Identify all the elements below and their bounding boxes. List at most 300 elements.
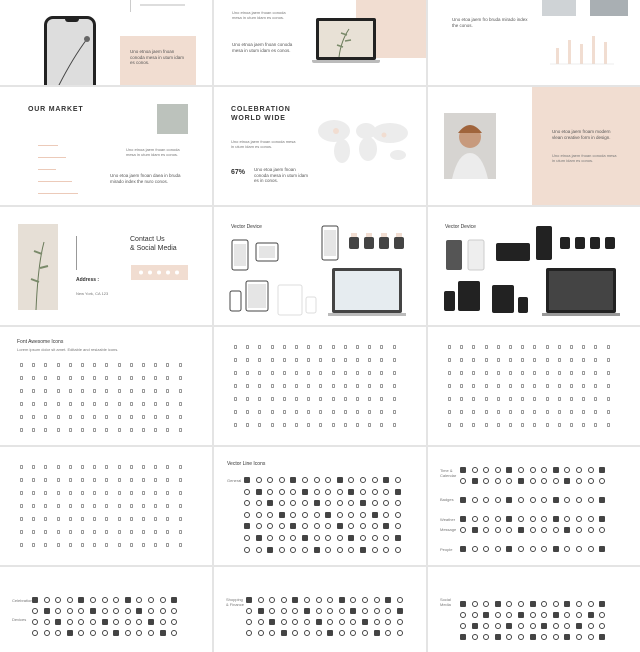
icon: [448, 371, 451, 375]
icon: [553, 497, 559, 503]
icon: [57, 517, 60, 521]
icon: [360, 500, 366, 506]
icon: [383, 500, 389, 506]
icon: [344, 345, 347, 349]
icon: [339, 597, 345, 603]
icon: [380, 423, 383, 427]
icon: [541, 623, 547, 629]
icon: [307, 384, 310, 388]
icon: [292, 597, 298, 603]
icon: [142, 491, 145, 495]
icon: [325, 535, 331, 541]
slide-vector-device-dark[interactable]: [428, 207, 640, 325]
icon: [368, 423, 371, 427]
icon: [125, 608, 131, 614]
icon: [448, 423, 451, 427]
icon: [118, 478, 121, 482]
slide-contact[interactable]: [0, 207, 212, 325]
icon: [356, 384, 359, 388]
icon: [472, 358, 475, 362]
icon: [472, 384, 475, 388]
icon: [32, 428, 35, 432]
icon: [148, 619, 154, 625]
icon: [393, 384, 396, 388]
icon: [460, 358, 463, 362]
icon: [93, 491, 96, 495]
icon: [57, 415, 60, 419]
icon: [44, 491, 47, 495]
icon: [256, 523, 262, 529]
icon: [267, 512, 273, 518]
icon: [130, 478, 133, 482]
icon: [93, 504, 96, 508]
icon: [179, 504, 182, 508]
icon: [509, 423, 512, 427]
icon: [541, 497, 547, 503]
icon: [93, 376, 96, 380]
slide-vector-line-icons[interactable]: [214, 447, 426, 565]
icon: [118, 543, 121, 547]
icon: [319, 345, 322, 349]
icon: [460, 527, 466, 533]
icon: [302, 500, 308, 506]
icon: [541, 546, 547, 552]
icon: [599, 546, 605, 552]
icon: [332, 397, 335, 401]
icon: [93, 465, 96, 469]
icon: [304, 619, 310, 625]
icon: [154, 491, 157, 495]
icon: [576, 634, 582, 640]
icon: [564, 478, 570, 484]
icon: [93, 428, 96, 432]
icon: [44, 530, 47, 534]
icon: [314, 512, 320, 518]
icon: [362, 597, 368, 603]
icon: [166, 504, 169, 508]
icon: [518, 634, 524, 640]
icon: [44, 389, 47, 393]
icon: [154, 504, 157, 508]
icon: [448, 358, 451, 362]
slide-shopping-icons[interactable]: [214, 567, 426, 652]
icon: [460, 634, 466, 640]
icon: [148, 597, 154, 603]
icon: [283, 423, 286, 427]
icon: [171, 630, 177, 636]
icon: [485, 358, 488, 362]
icon: [160, 597, 166, 603]
icon: [344, 397, 347, 401]
icon: [319, 358, 322, 362]
icon: [130, 402, 133, 406]
icon: [142, 465, 145, 469]
icon: [337, 477, 343, 483]
icon: [325, 547, 331, 553]
icon: [337, 500, 343, 506]
icon: [497, 358, 500, 362]
icon: [368, 384, 371, 388]
icon: [360, 547, 366, 553]
icon: [32, 478, 35, 482]
icon: [594, 410, 597, 414]
icon: [395, 512, 401, 518]
slide-bars[interactable]: [428, 0, 640, 85]
slide-social-icons[interactable]: [428, 567, 640, 652]
icon: [356, 358, 359, 362]
icon: [350, 597, 356, 603]
icon: [166, 389, 169, 393]
vector-device-title-2: Vector Device: [445, 224, 476, 230]
category-general: General: [227, 478, 242, 483]
icon: [372, 489, 378, 495]
icon: [179, 517, 182, 521]
icon: [44, 543, 47, 547]
market-image: [157, 104, 188, 134]
icon: [397, 597, 403, 603]
icon: [485, 397, 488, 401]
slide-icon-grid-3[interactable]: [428, 327, 640, 445]
icon: [356, 410, 359, 414]
icon: [546, 371, 549, 375]
icon: [258, 358, 261, 362]
icon: [32, 517, 35, 521]
icon: [599, 634, 605, 640]
icon: [518, 478, 524, 484]
icon: [472, 546, 478, 552]
icon: [372, 512, 378, 518]
icon: [518, 516, 524, 522]
icon: [360, 489, 366, 495]
icon: [594, 345, 597, 349]
icon: [142, 428, 145, 432]
icon: [307, 358, 310, 362]
icon: [32, 619, 38, 625]
icon: [283, 358, 286, 362]
icon: [258, 410, 261, 414]
icon: [483, 634, 489, 640]
icon: [283, 384, 286, 388]
icon: [154, 465, 157, 469]
slide-market[interactable]: [0, 87, 212, 205]
icon: [582, 345, 585, 349]
icon: [546, 358, 549, 362]
icon: [267, 477, 273, 483]
icon: [234, 397, 237, 401]
icon: [118, 530, 121, 534]
icon: [69, 517, 72, 521]
icon: [485, 345, 488, 349]
icon: [472, 497, 478, 503]
icon: [44, 504, 47, 508]
icon: [130, 504, 133, 508]
icon: [599, 497, 605, 503]
icon: [32, 597, 38, 603]
icon: [81, 530, 84, 534]
icon: [130, 517, 133, 521]
icon: [506, 623, 512, 629]
icon: [607, 384, 610, 388]
icon: [497, 397, 500, 401]
icon: [234, 384, 237, 388]
icon: [32, 630, 38, 636]
icon: [160, 608, 166, 614]
icon: [588, 478, 594, 484]
icon: [44, 465, 47, 469]
icon: [102, 608, 108, 614]
icon: [57, 478, 60, 482]
icon: [105, 504, 108, 508]
icon: [472, 601, 478, 607]
icon: [564, 467, 570, 473]
icon: [20, 543, 23, 547]
icon: [362, 630, 368, 636]
icon: [325, 523, 331, 529]
icon: [495, 546, 501, 552]
icon: [582, 423, 585, 427]
icon: [166, 517, 169, 521]
icon: [497, 410, 500, 414]
icon: [588, 634, 594, 640]
icon: [32, 530, 35, 534]
social-bar[interactable]: [131, 265, 188, 280]
icon: [460, 384, 463, 388]
world-map: [314, 117, 414, 167]
slide-portrait[interactable]: [428, 87, 640, 205]
icon: [541, 527, 547, 533]
icon: [295, 410, 298, 414]
icon: [509, 384, 512, 388]
icon: [256, 477, 262, 483]
icon: [460, 601, 466, 607]
icon: [81, 465, 84, 469]
icon: [483, 546, 489, 552]
icon: [395, 489, 401, 495]
icon: [69, 530, 72, 534]
laptop-sub: Uno etnoa jaem fnoan conoda mesa in utum idam es conos.: [232, 10, 286, 20]
icon: [518, 601, 524, 607]
icon: [368, 371, 371, 375]
icon: [69, 402, 72, 406]
icon: [356, 397, 359, 401]
icon: [246, 371, 249, 375]
portrait-image: [444, 113, 496, 179]
icon: [154, 415, 157, 419]
icon: [136, 619, 142, 625]
icon: [314, 489, 320, 495]
icon: [269, 630, 275, 636]
world-body: Uno etnoa jaem fnoan conoda mesa in utum idam es conos.: [231, 139, 296, 149]
icon: [57, 530, 60, 534]
icon: [558, 384, 561, 388]
icon: [460, 623, 466, 629]
icon: [314, 535, 320, 541]
icon: [460, 478, 466, 484]
icon: [348, 489, 354, 495]
icon: [588, 467, 594, 473]
icon: [81, 428, 84, 432]
icon: [339, 608, 345, 614]
slide-world[interactable]: [214, 87, 426, 205]
icon: [599, 612, 605, 618]
icon: [506, 612, 512, 618]
icon: [279, 500, 285, 506]
icon: [344, 358, 347, 362]
icon: [393, 371, 396, 375]
icon: [20, 428, 23, 432]
icon: [20, 517, 23, 521]
icon: [290, 535, 296, 541]
icon: [118, 389, 121, 393]
icon: [279, 477, 285, 483]
icon: [558, 397, 561, 401]
icon: [385, 597, 391, 603]
icon: [460, 546, 466, 552]
icon: [179, 543, 182, 547]
icon: [234, 345, 237, 349]
icon: [327, 608, 333, 614]
icon: [564, 546, 570, 552]
icon: [368, 410, 371, 414]
fa-icons-title: Font Awesome Icons: [17, 339, 64, 345]
icon: [246, 358, 249, 362]
icon: [44, 517, 47, 521]
icon: [171, 619, 177, 625]
icon: [599, 467, 605, 473]
icon: [553, 612, 559, 618]
icon: [362, 619, 368, 625]
icon: [20, 478, 23, 482]
icon: [256, 500, 262, 506]
icon: [78, 630, 84, 636]
icon: [325, 512, 331, 518]
icon: [125, 597, 131, 603]
icon: [385, 630, 391, 636]
icon: [283, 397, 286, 401]
slide-vector-device-light[interactable]: [214, 207, 426, 325]
slide-icon-grid-4[interactable]: [0, 447, 212, 565]
icon: [142, 402, 145, 406]
icon: [472, 527, 478, 533]
icon: [558, 345, 561, 349]
icon: [483, 612, 489, 618]
icon: [20, 376, 23, 380]
icon: [472, 397, 475, 401]
icon: [267, 489, 273, 495]
icon: [380, 397, 383, 401]
icon: [506, 546, 512, 552]
icon: [319, 384, 322, 388]
icon: [533, 384, 536, 388]
image-2: [590, 0, 628, 16]
icon: [448, 410, 451, 414]
icon: [136, 630, 142, 636]
icon: [460, 516, 466, 522]
image-1: [542, 0, 576, 16]
icon: [319, 410, 322, 414]
icon: [395, 535, 401, 541]
icon: [533, 371, 536, 375]
icon: [495, 478, 501, 484]
icon: [383, 547, 389, 553]
icon: [179, 428, 182, 432]
icon: [160, 630, 166, 636]
icon: [533, 397, 536, 401]
icon: [258, 345, 261, 349]
icon: [368, 358, 371, 362]
icon: [55, 619, 61, 625]
icon: [530, 478, 536, 484]
icon: [521, 423, 524, 427]
icon: [564, 634, 570, 640]
icon: [356, 423, 359, 427]
icon: [518, 467, 524, 473]
icon: [44, 415, 47, 419]
icon: [179, 491, 182, 495]
icon: [102, 597, 108, 603]
icon: [448, 345, 451, 349]
icon: [105, 389, 108, 393]
icon: [546, 345, 549, 349]
icon: [57, 402, 60, 406]
icon: [319, 371, 322, 375]
icon: [337, 512, 343, 518]
icon: [497, 345, 500, 349]
slide-phone[interactable]: [0, 0, 212, 85]
icon: [234, 358, 237, 362]
icon: [148, 608, 154, 614]
icon: [234, 371, 237, 375]
icon: [283, 345, 286, 349]
icon: [44, 428, 47, 432]
icon: [506, 516, 512, 522]
slide-celebration-icons[interactable]: [0, 567, 212, 652]
icon: [32, 389, 35, 393]
slide-icon-categories[interactable]: [428, 447, 640, 565]
icon: [319, 397, 322, 401]
icon: [258, 423, 261, 427]
icon: [271, 384, 274, 388]
slide-fa-icons[interactable]: [0, 327, 212, 445]
icon: [154, 376, 157, 380]
icon: [533, 423, 536, 427]
icon: [332, 345, 335, 349]
icon: [69, 389, 72, 393]
icon: [576, 497, 582, 503]
icon: [244, 547, 250, 553]
icon: [380, 410, 383, 414]
icon: [246, 345, 249, 349]
laptop-mockup: [316, 18, 376, 60]
icon: [374, 597, 380, 603]
icon: [348, 512, 354, 518]
icon: [485, 384, 488, 388]
icon: [546, 423, 549, 427]
icon: [530, 527, 536, 533]
icon: [154, 428, 157, 432]
icon: [267, 535, 273, 541]
icon: [307, 371, 310, 375]
icon: [125, 619, 131, 625]
icon: [32, 543, 35, 547]
icon: [166, 376, 169, 380]
icon: [130, 389, 133, 393]
icon: [142, 376, 145, 380]
icon: [246, 630, 252, 636]
slide-laptop[interactable]: [214, 0, 426, 85]
icon: [509, 397, 512, 401]
slide-icon-grid-2[interactable]: [214, 327, 426, 445]
